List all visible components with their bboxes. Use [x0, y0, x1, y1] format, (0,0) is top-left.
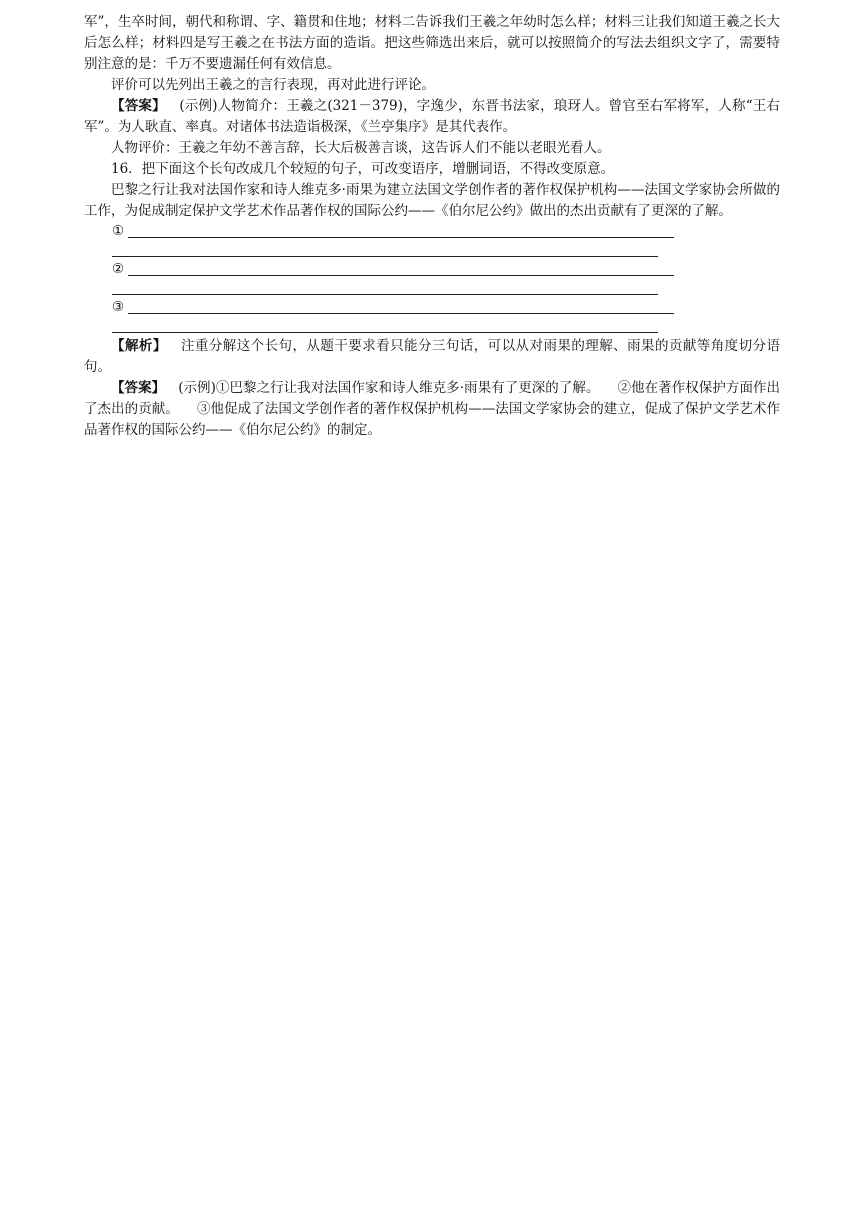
answer-blank-2-continuation[interactable]: [112, 279, 780, 298]
analysis-16-text: 注重分解这个长句，从题干要求看只能分三句话，可以从对雨果的理解、雨果的贡献等角度切分语句。: [84, 338, 781, 375]
blank-rule: [112, 332, 658, 333]
blank-number: ②: [112, 261, 125, 277]
blank-rule: [112, 256, 658, 257]
answer-15: [84, 96, 780, 138]
answer-tag: 【答案】: [111, 380, 166, 396]
blank-rule: [128, 313, 674, 314]
answer-15-text: (示例)人物简介：王羲之(321－379)，字逸少，东晋书法家，琅玡人。曾官至右军将军，人称“王右军”。为人耿直、率真。对诸体书法造诣极深，《兰亭集序》是其代表作。: [84, 98, 781, 135]
blank-rule: [112, 294, 658, 295]
blank-number: ①: [112, 223, 125, 239]
answer-blank-1-continuation[interactable]: [112, 241, 780, 260]
answer-blank-1[interactable]: [112, 222, 780, 241]
answer-16-part-3: ③他促成了法国文学创作者的著作权保护机构——法国文学家协会的建立，促成了保护文学艺术作品著作权的国际公约——《伯尔尼公约》的制定。: [84, 401, 781, 438]
answer-tag: 【答案】: [111, 98, 166, 114]
analysis-tag: 【解析】: [111, 338, 167, 354]
paragraph-material-explanation: 军”，生卒时间，朝代和称谓、字、籍贯和住地；材料二告诉我们王羲之年幼时怎么样；材料三让我们知道王羲之长大后怎么样；材料四是写王羲之在书法方面的造诣。把这些筛选出来后，就可以按照简介的写法去组织文字了，需要特别注意的是：千万不要遗漏任何有效信息。: [84, 14, 780, 72]
answer-blank-3[interactable]: [112, 298, 780, 317]
analysis-16: [84, 336, 780, 378]
document-content: [84, 12, 780, 441]
paragraph-evaluation-hint: 评价可以先列出王羲之的言行表现，再对此进行评论。: [111, 77, 435, 93]
blank-rule: [128, 237, 674, 238]
answer-15-evaluation: 人物评价：王羲之年幼不善言辞，长大后极善言谈，这告诉人们不能以老眼光看人。: [111, 140, 611, 156]
blank-number: ③: [112, 299, 125, 315]
blank-rule: [128, 275, 674, 276]
question-16-long-sentence: 巴黎之行让我对法国作家和诗人维克多·雨果为建立法国文学创作者的著作权保护机构——法国文学家协会所做的工作，为促成制定保护文学艺术作品著作权的国际公约——《伯尔尼公约》做出的杰出贡献有了更深的了解。: [84, 182, 780, 219]
answer-16: [84, 378, 780, 441]
answer-blank-3-continuation[interactable]: [112, 317, 780, 336]
answer-16-part-2: ②他在著作权保护方面作出了杰出的贡献。: [84, 380, 781, 417]
answer-blank-2[interactable]: [112, 260, 780, 279]
answer-16-part-1: (示例)①巴黎之行让我对法国作家和诗人维克多·雨果有了更深的了解。: [178, 380, 600, 396]
question-16: 16．把下面这个长句改成几个较短的句子，可改变语序，增删词语，不得改变原意。: [111, 161, 615, 177]
